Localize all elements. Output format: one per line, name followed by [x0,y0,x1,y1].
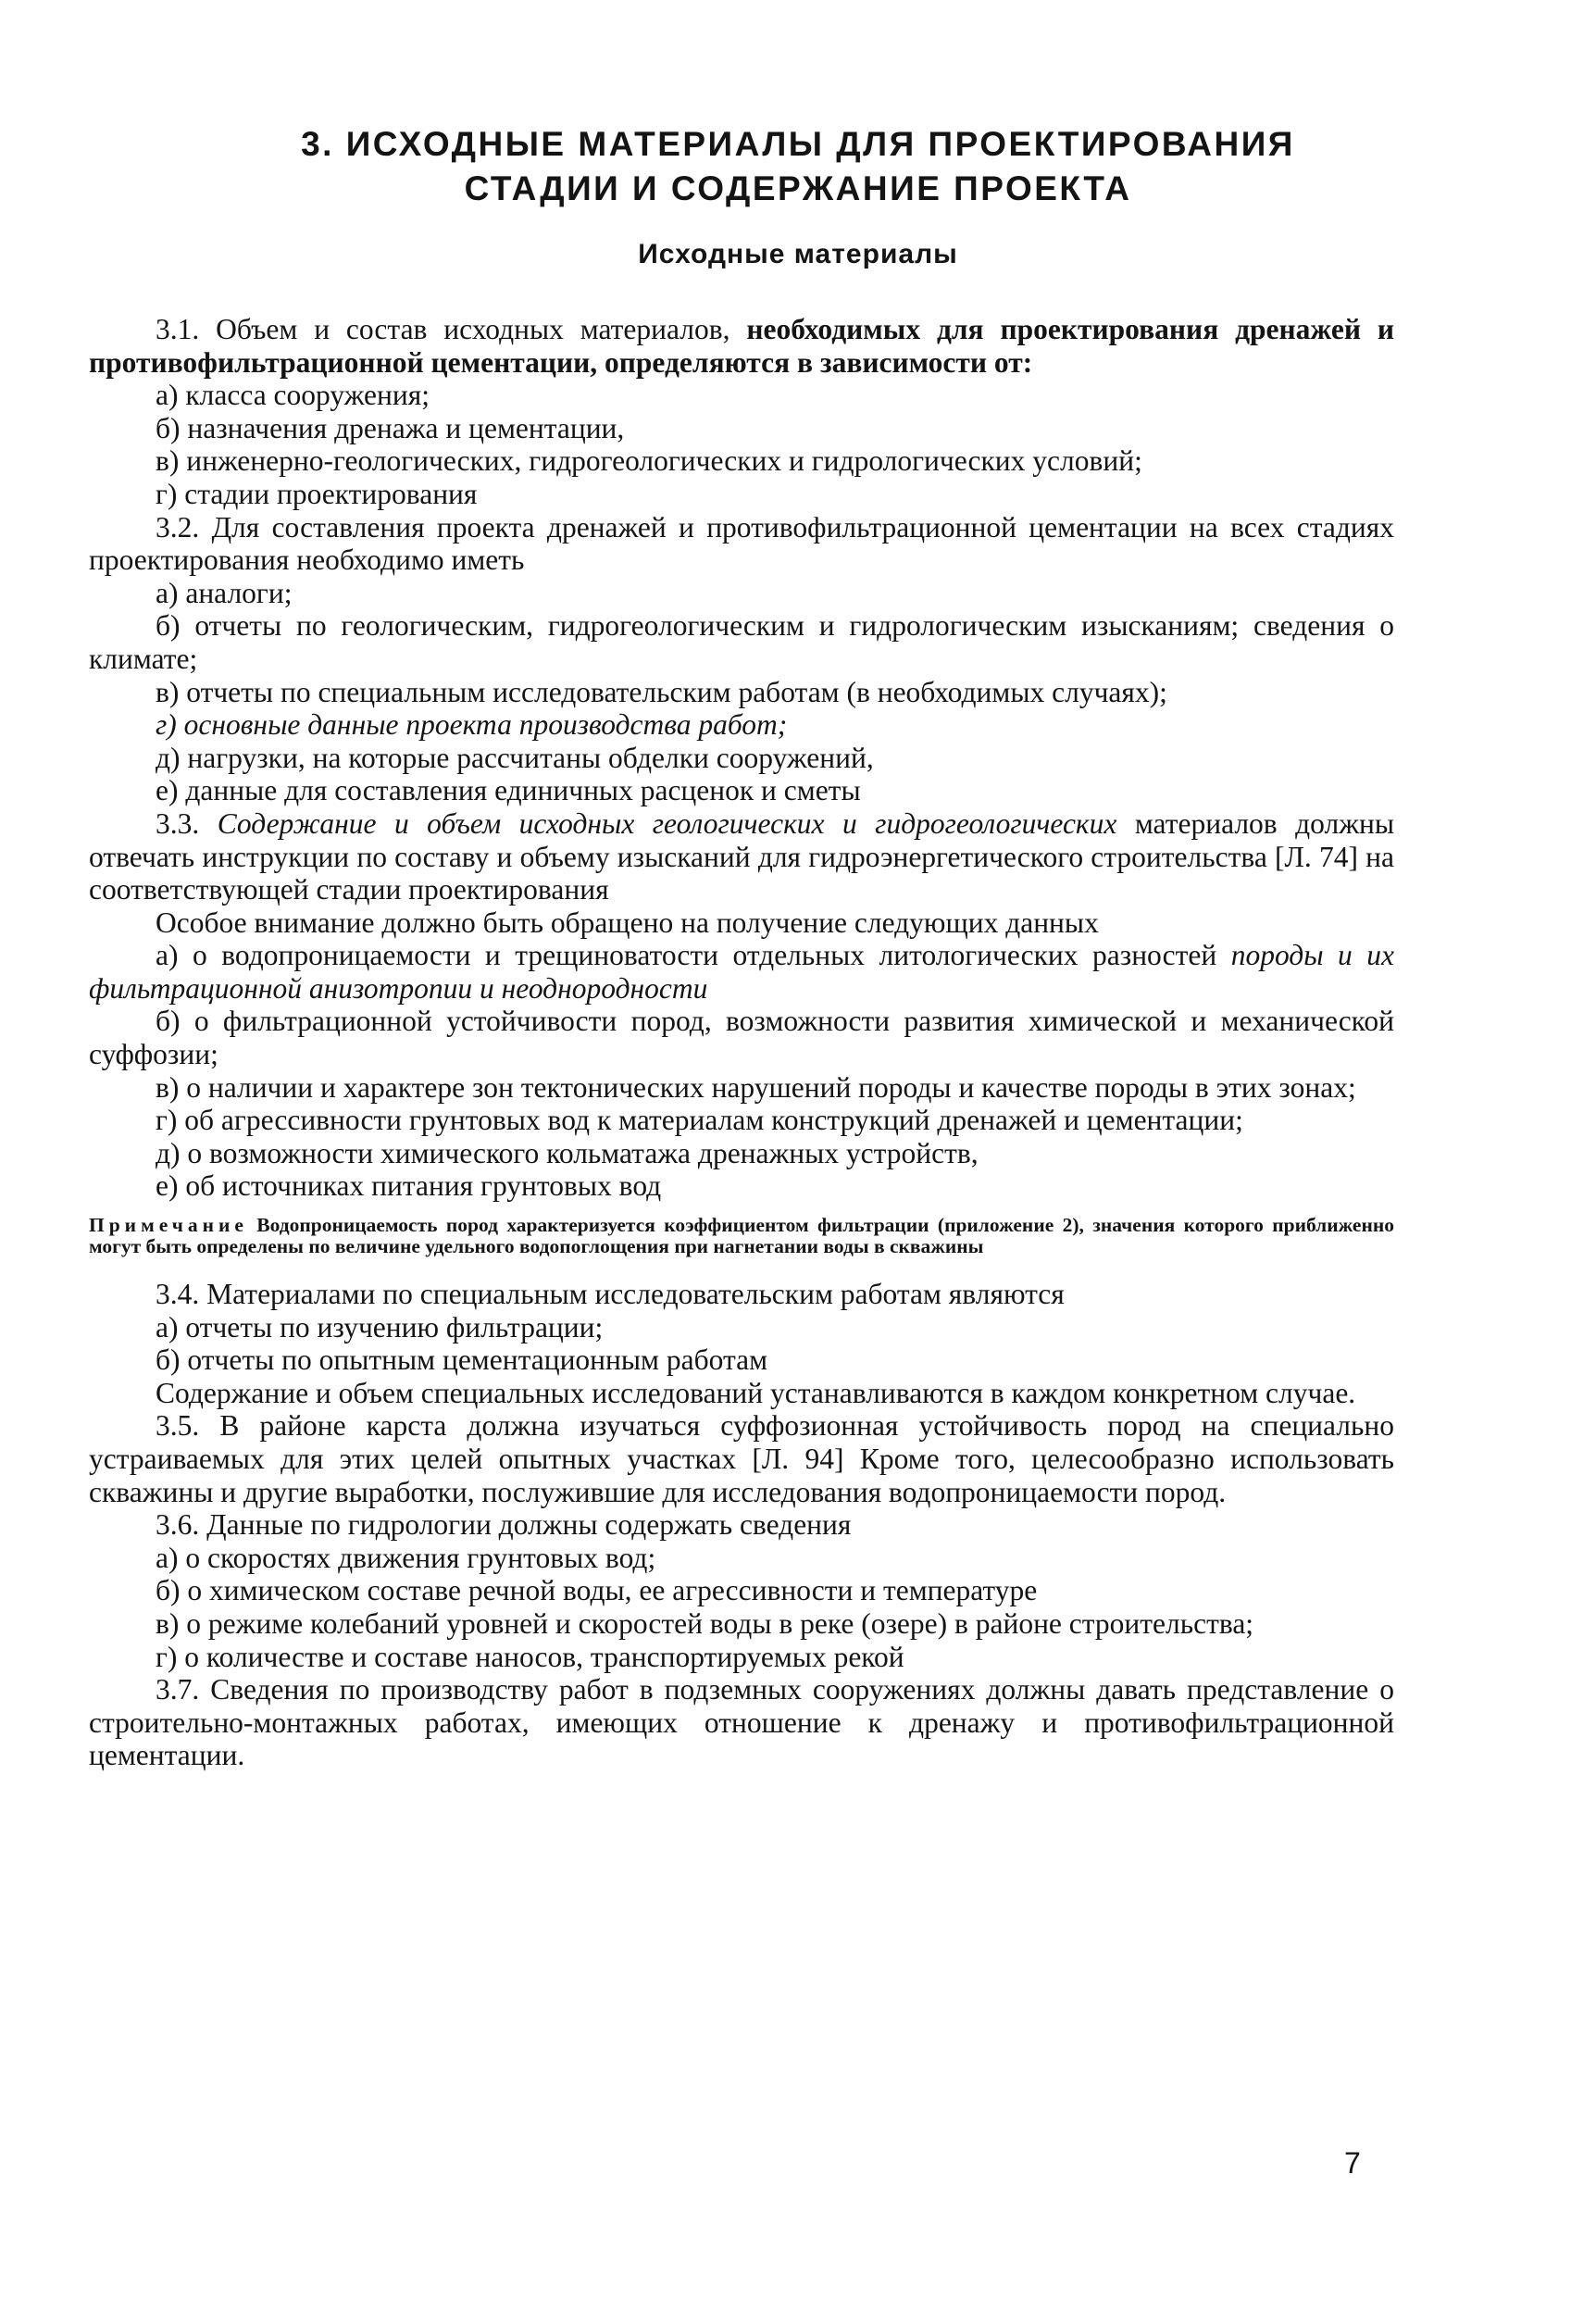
paragraph-3-3 [89,807,1394,906]
paragraph-3-7: 3.7. Сведения по производству работ в подземных сооружениях должны давать представление о строительно-монтажных работах, имеющих отношение к дренажу и противофильтрационной цементации. [89,1673,1394,1772]
paragraph-italic-text: Содержание и объем исходных геологических и гидрогеологических [217,806,1117,840]
list-item: г) об агрессивности грунтовых вод к материалам конструкций дренажей и цементации; [156,1104,1243,1137]
paragraph-text: материалов должны отвечать инструкции по составу и объему изысканий для гидроэнергетического строительства [Л. 74] на соответствующей стадии проектирования [89,806,1394,906]
list-item [89,939,1394,1005]
paragraph-3-6: 3.6. Данные по гидрологии должны содержать сведения [156,1508,852,1542]
list-item: а) аналоги; [156,576,293,609]
list-item: б) назначения дренажа и цементации, [156,411,625,444]
note-text: Водопроницаемость пород характеризуется коэффициентом фильтрации (приложение 2), значения которого приближенно могут быть определены по величине удельного водопоглощения при нагнетании воды в скважины [89,1214,1394,1258]
page-number: 7 [1344,2146,1361,2180]
list-item: а) о скоростях движения грунтовых вод; [156,1541,656,1574]
paragraph-3-2: 3.2. Для составления проекта дренажей и противофильтрационной цементации на всех стадиях проектирования необходимо иметь [89,510,1394,577]
list-item: г) основные данные проекта производства работ; [156,708,788,742]
subsection-title: Исходные материалы [638,239,958,269]
paragraph-number: 3.1. [156,313,200,345]
paragraph-3-1 [89,313,1394,379]
list-item: д) нагрузки, на которые рассчитаны обделки сооружений, [156,741,874,774]
list-item: б) о химическом составе речной воды, ее агрессивности и температуре [156,1574,1038,1607]
list-item-italic-text: породы и их фильтрационной анизотропии и неоднородности [89,939,1395,1005]
paragraph-text: Содержание и объем специальных исследований устанавливаются в каждом конкретном случае. [156,1376,1356,1409]
list-item: г) стадии проектирования [156,477,478,510]
list-item: а) отчеты по изучению фильтрации; [156,1310,604,1343]
section-title-line-1: 3. ИСХОДНЫЕ МАТЕРИАЛЫ ДЛЯ ПРОЕКТИРОВАНИЯ [301,125,1295,163]
paragraph-number: 3.3. [156,806,200,840]
note [89,1215,1394,1257]
list-item: в) о режиме колебаний уровней и скоростей воды в реке (озере) в районе строительства; [156,1606,1254,1640]
paragraph-3-5: 3.5. В районе карста должна изучаться суффозионная устойчивость пород на специально устраиваемых для этих целей опытных участках [Л. 94] Кроме того, целесообразно использовать скважины и другие выработки, послужившие для исследования водопроницаемости пород. [89,1409,1394,1508]
list-item: б) о фильтрационной устойчивости пород, возможности развития химической и механической суффозии; [89,1005,1394,1071]
document-body [89,313,1394,1772]
list-item: в) инженерно-геологических, гидрогеологических и гидрологических условий; [156,444,1142,478]
paragraph-text: Объем и состав исходных материалов, [216,313,730,345]
list-item: е) об источниках питания грунтовых вод [156,1169,662,1203]
list-item: д) о возможности химического кольматажа дренажных устройств, [156,1136,979,1169]
note-label: Примечание [89,1214,248,1237]
paragraph-special-attention: Особое внимание должно быть обращено на получение следующих данных [156,906,1099,939]
list-item: г) о количестве и составе наносов, транспортируемых рекой [156,1640,904,1673]
list-item: а) класса сооружения; [156,379,430,412]
list-item: в) отчеты по специальным исследовательским работам (в необходимых случаях); [156,675,1167,708]
section-title-line-2: СТАДИИ И СОДЕРЖАНИЕ ПРОЕКТА [464,169,1132,207]
list-item: е) данные для составления единичных расценок и сметы [156,774,861,807]
paragraph-3-4: 3.4. Материалами по специальным исследовательским работам являются [156,1278,1065,1311]
list-item: в) о наличии и характере зон тектонических нарушений породы и качестве породы в этих зонах; [156,1070,1356,1104]
paragraph-bold-text: необходимых для проектирования дренажей и противофильтрационной цементации, определяются в зависимости от: [89,313,1395,379]
list-item: б) отчеты по опытным цементационным работам [156,1343,768,1377]
list-item-text: а) о водопроницаемости и трещиноватости отдельных литологических разностей [156,939,1217,972]
list-item: б) отчеты по геологическим, гидрогеологическим и гидрологическим изысканиям; сведения о климате; [89,609,1394,675]
